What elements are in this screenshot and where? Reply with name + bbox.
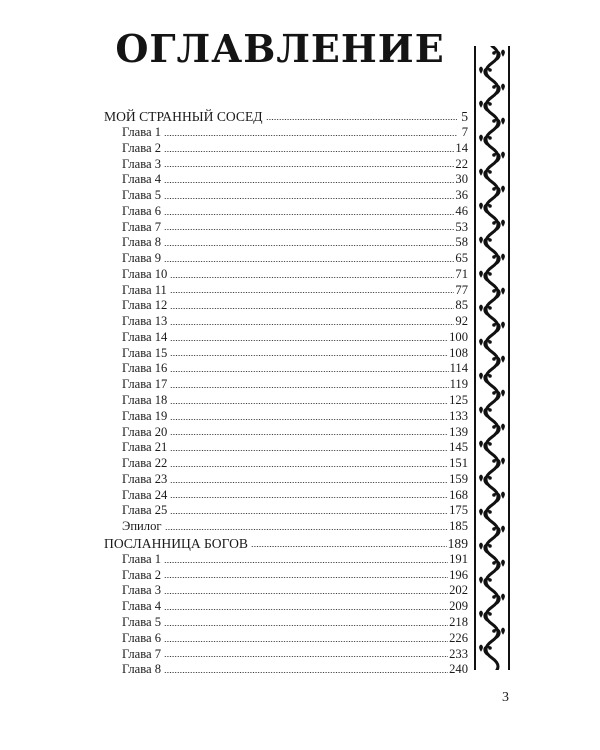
toc-entry-page: 175: [449, 503, 468, 518]
toc-chapter-row: [104, 488, 468, 504]
toc-chapter-row: [104, 425, 468, 441]
toc-entry-label: Глава 24: [122, 487, 168, 502]
toc-chapter-row: [104, 314, 468, 330]
dot-leader: [170, 402, 448, 405]
toc-entry-label: Глава 4: [122, 599, 162, 614]
dot-leader: [170, 433, 448, 436]
dot-leader: [170, 370, 448, 373]
toc-entry-label: Глава 1: [122, 125, 162, 139]
dot-leader: [170, 307, 454, 310]
toc-chapter-row: [104, 172, 468, 188]
toc-entry-page: 133: [449, 408, 468, 423]
dot-leader: [170, 291, 455, 294]
toc-chapter-row: [104, 599, 468, 615]
dot-leader: [164, 655, 448, 658]
toc-entry-label: Глава 11: [122, 282, 167, 297]
dot-leader: [164, 244, 454, 247]
dot-leader: [170, 386, 448, 389]
toc-chapter-row: [104, 283, 468, 299]
toc-entry-page: 185: [449, 519, 468, 534]
dot-leader: [170, 276, 454, 279]
dot-leader: [251, 545, 447, 548]
toc-chapter-row: [104, 631, 468, 647]
toc-entry-label: Глава 5: [122, 614, 162, 629]
dot-leader: [170, 323, 454, 326]
dot-leader: [164, 592, 448, 595]
toc-entry-page: 108: [449, 345, 468, 360]
ornamental-border: [473, 46, 511, 670]
toc-entry-label: Глава 22: [122, 456, 168, 471]
toc-entry-page: 92: [455, 314, 468, 329]
toc-chapter-row: [104, 519, 468, 535]
toc-chapter-row: [104, 141, 468, 157]
toc-entry-label: Эпилог: [122, 519, 162, 534]
toc-entry-label: Глава 6: [122, 203, 162, 218]
dot-leader: [164, 576, 448, 579]
toc-entry-page: 114: [449, 361, 468, 376]
toc-entry-label: Глава 17: [122, 377, 168, 392]
dot-leader: [164, 197, 454, 200]
dot-leader: [164, 150, 454, 153]
toc-entry-page: 209: [449, 599, 468, 614]
dot-leader: [164, 134, 457, 137]
toc-entry-page: 145: [449, 440, 468, 455]
toc-entry-label: Глава 16: [122, 361, 168, 376]
toc-chapter-row: [104, 204, 468, 220]
toc-entry-page: 226: [449, 630, 468, 645]
toc-entry-page: 240: [449, 662, 468, 677]
dot-leader: [164, 213, 454, 216]
toc-entry-label: Глава 18: [122, 393, 168, 408]
toc-chapter-row: [104, 267, 468, 283]
dot-leader: [170, 465, 448, 468]
toc-chapter-row: [104, 456, 468, 472]
dot-leader: [164, 260, 454, 263]
toc-chapter-row: [104, 440, 468, 456]
toc-chapter-row: [104, 393, 468, 409]
toc-entry-page: 14: [455, 140, 468, 155]
dot-leader: [164, 181, 454, 184]
toc-entry-label: Глава 9: [122, 251, 162, 266]
toc-entry-label: Глава 19: [122, 408, 168, 423]
toc-entry-label: Глава 12: [122, 298, 168, 313]
toc-entry-label: Глава 3: [122, 583, 162, 598]
toc-chapter-row: [104, 330, 468, 346]
toc-chapter-row: [104, 568, 468, 584]
toc-entry-page: 30: [455, 172, 468, 187]
toc-entry-label: Глава 14: [122, 329, 168, 344]
toc-entry-page: 53: [455, 219, 468, 234]
dot-leader: [170, 496, 448, 499]
dot-leader: [170, 449, 448, 452]
dot-leader: [164, 165, 454, 168]
toc-entry-page: 71: [455, 266, 468, 281]
toc-entry-page: 151: [449, 456, 468, 471]
dot-leader: [164, 561, 448, 564]
dot-leader: [164, 671, 448, 674]
dot-leader: [266, 118, 457, 121]
toc-entry-page: 22: [455, 156, 468, 171]
toc-entry-page: 125: [449, 393, 468, 408]
toc-entry-page: 202: [449, 583, 468, 598]
toc-entry-label: Глава 13: [122, 314, 168, 329]
toc-chapter-row: [104, 235, 468, 251]
dot-leader: [170, 354, 448, 357]
toc-entry-label: Глава 20: [122, 424, 168, 439]
dot-leader: [170, 512, 448, 515]
toc-chapter-row: [104, 615, 468, 631]
toc-chapter-row: [104, 503, 468, 519]
page-title: ОГЛАВЛЕНИЕ: [115, 26, 445, 71]
dot-leader: [170, 418, 448, 421]
toc-entry-label: ПОСЛАННИЦА БОГОВ: [104, 535, 248, 551]
toc-entry-label: Глава 25: [122, 503, 168, 518]
toc-entry-label: Глава 4: [122, 172, 162, 187]
toc-entry-label: Глава 3: [122, 156, 162, 171]
dot-leader: [164, 228, 454, 231]
toc-entry-page: 36: [455, 188, 468, 203]
toc-chapter-row: [104, 662, 468, 678]
toc-chapter-row: [104, 647, 468, 663]
toc-entry-page: 139: [449, 424, 468, 439]
page-number: 3: [502, 690, 509, 705]
toc-entry-page: 218: [449, 614, 468, 629]
toc-entry-page: 46: [455, 203, 468, 218]
toc-chapter-row: [104, 157, 468, 173]
toc-entry-label: Глава 7: [122, 219, 162, 234]
toc-entry-label: Глава 15: [122, 345, 168, 360]
toc-chapter-row: [104, 583, 468, 599]
toc-entry-page: 191: [449, 551, 468, 566]
toc-entry-page: 5: [461, 109, 468, 124]
toc-entry-page: 168: [449, 487, 468, 502]
toc-entry-page: 159: [449, 471, 468, 486]
toc-chapter-row: [104, 220, 468, 236]
toc-entry-label: Глава 6: [122, 630, 162, 645]
toc-entry-page: 100: [449, 329, 468, 344]
dot-leader: [164, 624, 448, 627]
toc-entry-label: Глава 10: [122, 266, 168, 281]
toc-entry-page: 233: [449, 646, 468, 661]
toc-entry-label: МОЙ СТРАННЫЙ СОСЕД: [104, 109, 263, 124]
toc-chapter-row: [104, 409, 468, 425]
toc-chapter-row: [104, 125, 468, 141]
toc-chapter-row: [104, 377, 468, 393]
dot-leader: [170, 481, 448, 484]
toc-entry-page: 65: [455, 251, 468, 266]
toc-chapter-row: [104, 298, 468, 314]
toc-entry-page: 189: [447, 535, 468, 551]
toc-entry-label: Глава 2: [122, 140, 162, 155]
toc-entry-label: Глава 21: [122, 440, 168, 455]
toc-chapter-row: [104, 552, 468, 568]
toc-entry-label: Глава 1: [122, 551, 162, 566]
toc-entry-label: Глава 5: [122, 188, 162, 203]
toc-chapter-row: [104, 346, 468, 362]
toc-entry-label: Глава 23: [122, 471, 168, 486]
toc-chapter-row: [104, 188, 468, 204]
dot-leader: [164, 608, 448, 611]
toc-chapter-row: [104, 472, 468, 488]
toc-entry-page: 7: [461, 125, 468, 139]
toc-entry-page: 85: [455, 298, 468, 313]
toc-entry-page: 119: [449, 377, 468, 392]
table-of-contents: [104, 108, 468, 678]
dot-leader: [164, 640, 448, 643]
dot-leader: [170, 339, 448, 342]
dot-leader: [165, 528, 449, 531]
toc-entry-label: Глава 7: [122, 646, 162, 661]
toc-section-row: [104, 535, 468, 552]
toc-entry-page: 77: [455, 282, 468, 297]
toc-entry-label: Глава 2: [122, 567, 162, 582]
toc-chapter-row: [104, 251, 468, 267]
toc-entry-page: 58: [455, 235, 468, 250]
toc-entry-label: Глава 8: [122, 662, 162, 677]
toc-chapter-row: [104, 361, 468, 377]
toc-entry-page: 196: [449, 567, 468, 582]
toc-entry-label: Глава 8: [122, 235, 162, 250]
toc-section-row: [104, 108, 468, 125]
